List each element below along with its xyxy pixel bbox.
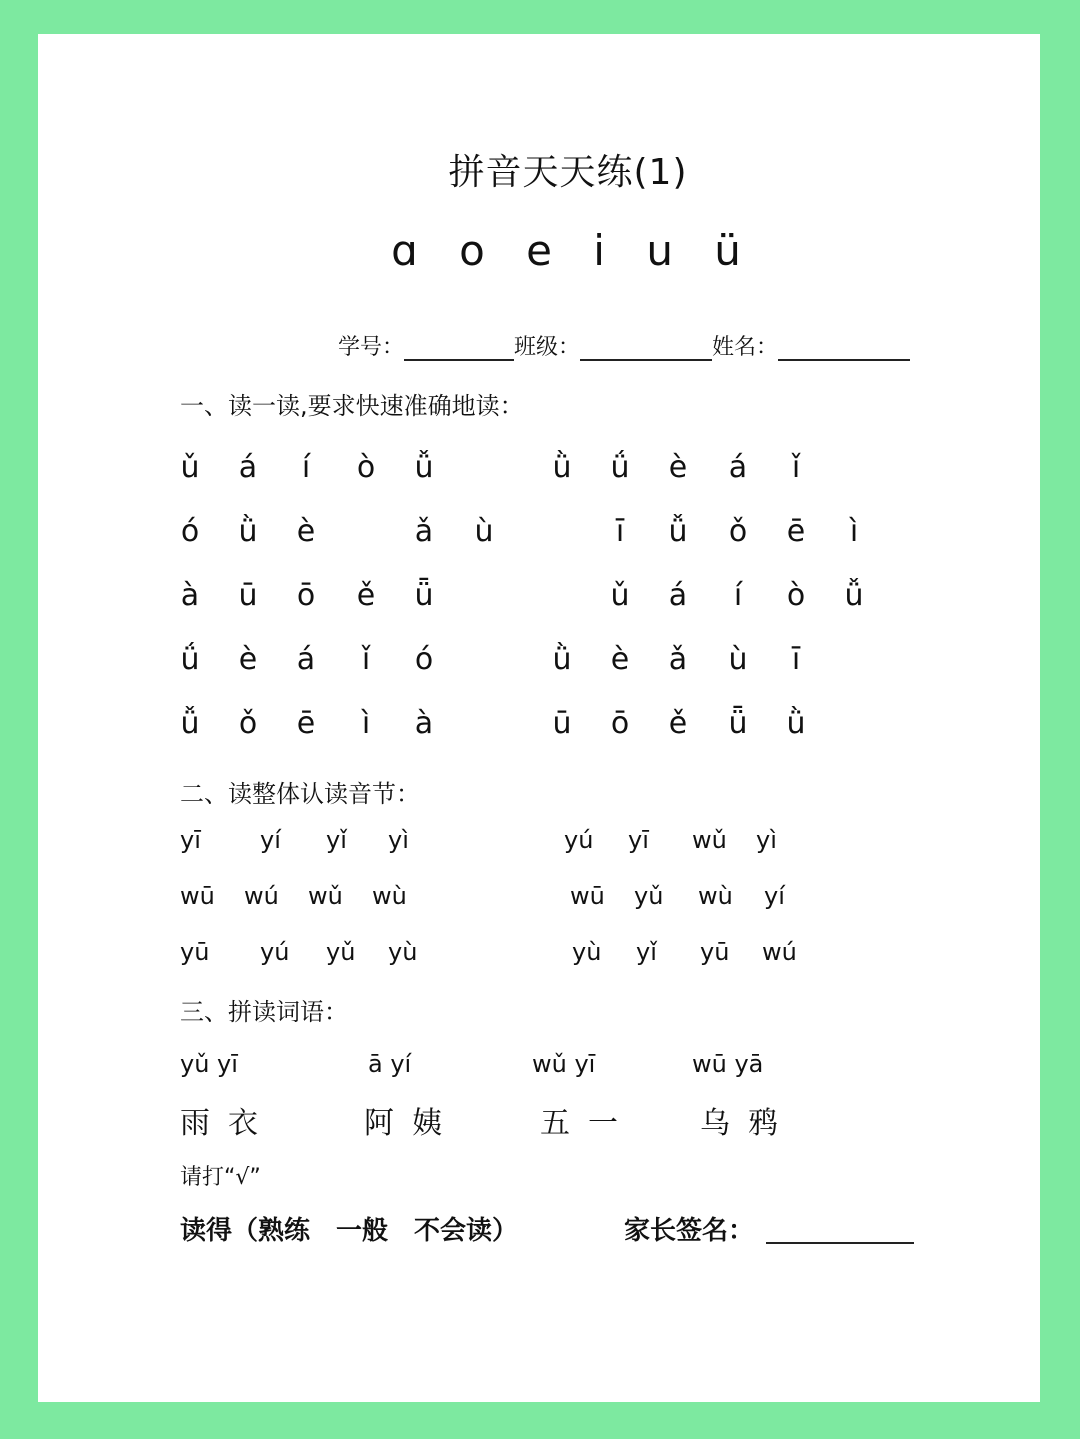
syllable: yī [628,826,649,854]
tone-syllable: ǒ [238,706,258,741]
name-label: 姓名： [712,335,779,360]
word-pinyin: wǔ yī [532,1050,596,1078]
word-pinyin: wū yā [692,1050,764,1078]
number-label: 学号： [338,335,405,360]
syllable: yī [180,826,201,854]
tone-syllable: ī [615,514,625,549]
tone-syllable: ǔ [610,578,630,613]
tone-syllable: ī [791,642,801,677]
worksheet [38,34,1040,1402]
tone-syllable: ǚ [668,514,688,549]
syllable: wū [180,882,215,910]
tone-syllable: ì [849,514,859,549]
parent-sign-label: 家长签名： [624,1216,755,1246]
number-blank [404,335,514,361]
tone-syllable: ì [361,706,371,741]
tone-syllable: ó [414,642,434,677]
tone-syllable: ǖ [414,578,434,613]
tone-syllable: ǘ [180,642,200,677]
syllable: wù [372,882,407,910]
page-title: 拼音天天练(1) [448,152,688,193]
word-pinyin: yǔ yī [180,1050,238,1078]
syllable: yǔ [634,882,664,910]
tone-syllable: ō [296,578,316,613]
tone-syllable: ǎ [414,514,434,549]
syllable: yǐ [326,826,347,854]
syllable: yí [764,882,785,910]
tone-syllable: ò [356,450,376,485]
tone-syllable: à [180,578,200,613]
syllable: yù [572,938,602,966]
word-pinyin: ā yí [368,1050,412,1078]
tone-syllable: ū [552,706,572,741]
student-info [338,330,910,361]
tone-syllable: ǔ [180,450,200,485]
syllable: yù [388,938,418,966]
syllable: wǔ [308,882,343,910]
tone-syllable: ǚ [844,578,864,613]
syllable: yì [756,826,777,854]
tone-syllable: ō [610,706,630,741]
tone-syllable: ǎ [668,642,688,677]
tone-syllable: ǚ [180,706,200,741]
tone-syllable: ó [180,514,200,549]
tone-syllable: è [610,642,630,677]
tone-syllable: ǜ [552,450,572,485]
tone-syllable: ǒ [728,514,748,549]
syllable: wú [762,938,797,966]
syllable: yú [260,938,290,966]
tone-syllable: ǜ [552,642,572,677]
tone-syllable: ǐ [791,450,801,485]
word-hanzi: 乌鸦 [700,1106,796,1141]
section-1-heading: 一、读一读,要求快速准确地读： [180,392,524,420]
section-2-heading: 二、读整体认读音节： [180,780,420,808]
tone-syllable: ò [786,578,806,613]
section-3-heading: 三、拼读词语： [180,998,348,1026]
tone-syllable: ě [356,578,376,613]
syllable: wú [244,882,279,910]
word-hanzi: 阿姨 [364,1106,460,1141]
tone-syllable: ē [296,706,316,741]
class-blank [580,335,712,361]
syllable: yú [564,826,594,854]
tone-syllable: è [668,450,688,485]
tone-syllable: í [301,450,311,485]
vowel-row: ɑ o e i u ü [391,226,745,275]
syllable: yū [700,938,730,966]
tone-syllable: ǜ [238,514,258,549]
tone-syllable: ǘ [610,450,630,485]
name-blank [778,335,910,361]
tone-syllable: ě [668,706,688,741]
syllable: yì [388,826,409,854]
tone-syllable: ē [786,514,806,549]
syllable: wǔ [692,826,727,854]
tone-syllable: è [296,514,316,549]
syllable: yí [260,826,281,854]
reading-rating: 读得（熟练 一般 不会读） [180,1216,519,1246]
tone-syllable: ǖ [728,706,748,741]
tone-syllable: ù [728,642,748,677]
syllable: wù [698,882,733,910]
tone-syllable: á [238,450,258,485]
check-note: 请打“√” [180,1165,261,1190]
tone-syllable: ǚ [414,450,434,485]
tone-syllable: ù [474,514,494,549]
syllable: yū [180,938,210,966]
syllable: wū [570,882,605,910]
class-label: 班级： [514,335,581,360]
tone-syllable: è [238,642,258,677]
word-hanzi: 雨衣 [180,1106,276,1141]
parent-sign-blank [766,1242,914,1244]
syllable: yǐ [636,938,657,966]
tone-syllable: á [668,578,688,613]
tone-syllable: á [728,450,748,485]
tone-syllable: ǜ [786,706,806,741]
tone-syllable: à [414,706,434,741]
tone-syllable: ū [238,578,258,613]
word-hanzi: 五一 [540,1106,636,1141]
tone-syllable: í [733,578,743,613]
tone-syllable: á [296,642,316,677]
tone-syllable: ǐ [361,642,371,677]
syllable: yǔ [326,938,356,966]
